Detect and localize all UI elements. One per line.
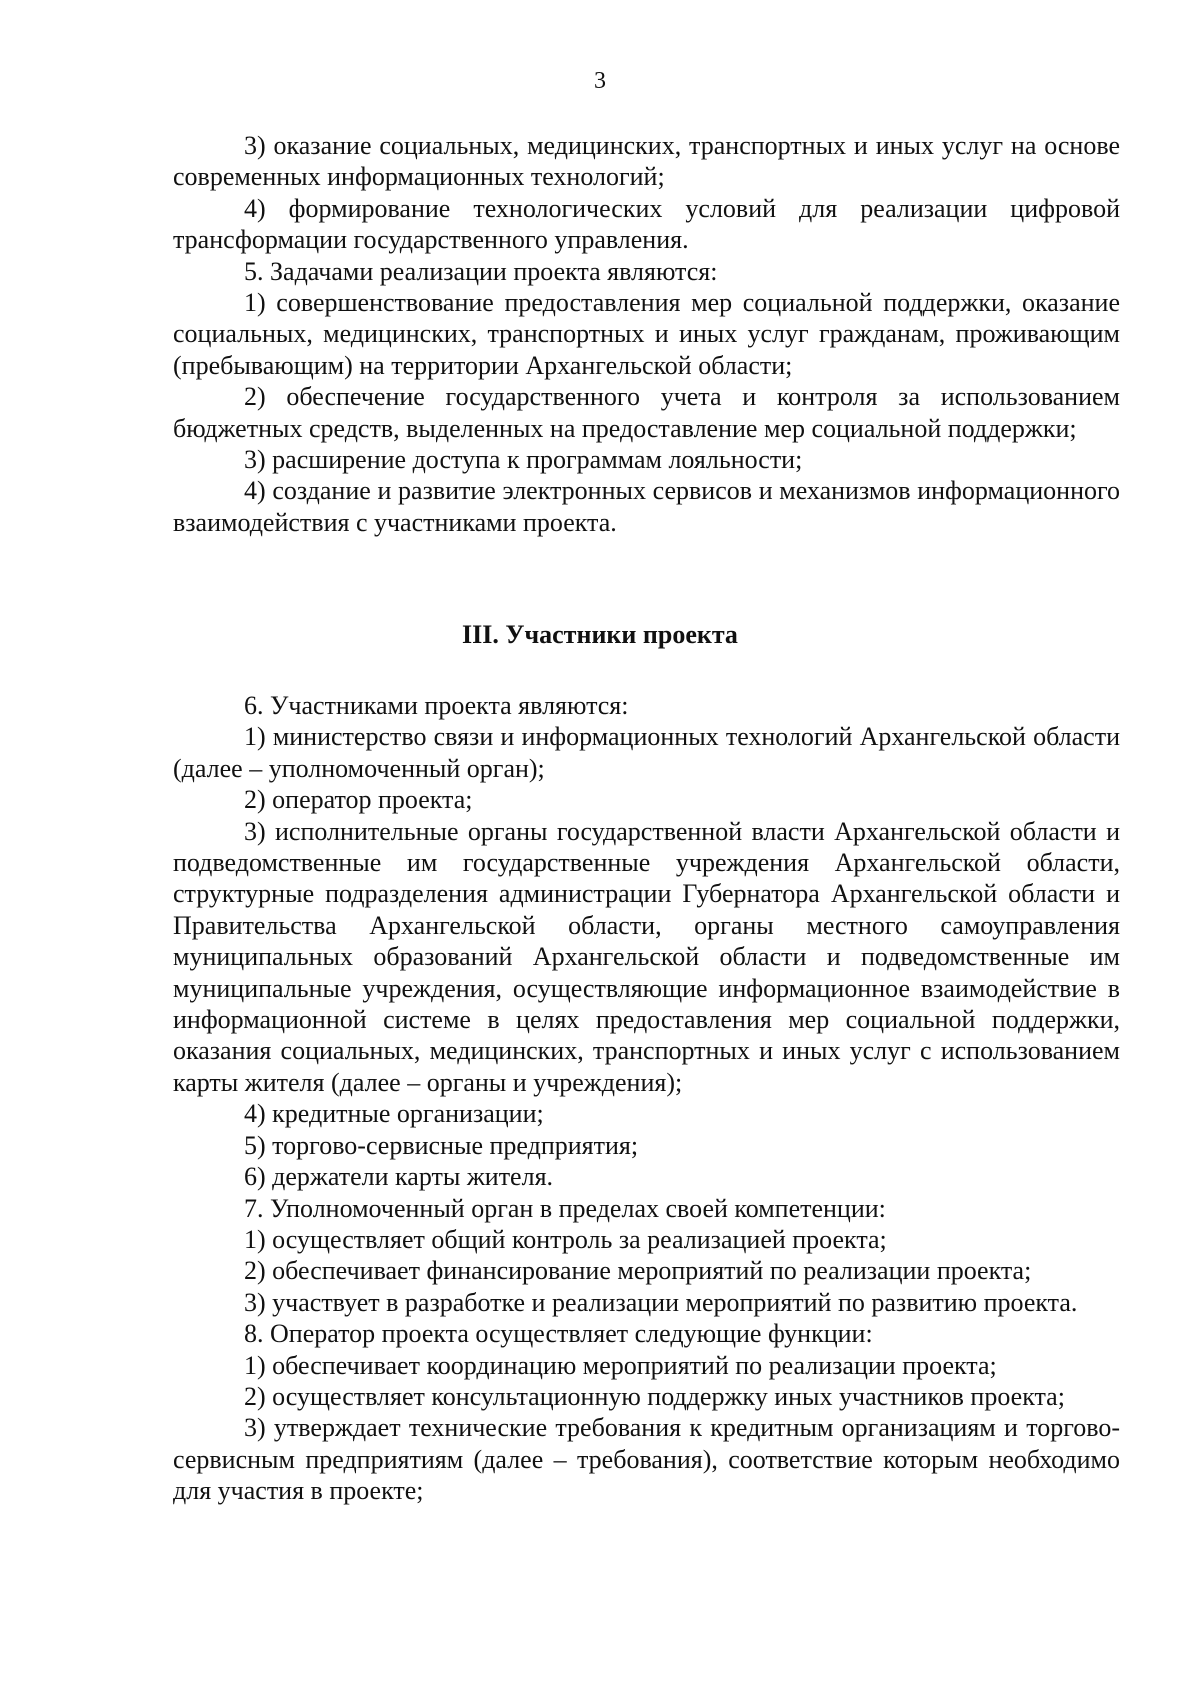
paragraph: 4) кредитные организации; [244, 1099, 544, 1129]
paragraph: 8. Оператор проекта осуществляет следующие функции: [244, 1319, 873, 1349]
paragraph: 6. Участниками проекта являются: [244, 691, 629, 720]
paragraph: 2) оператор проекта; [244, 785, 473, 815]
paragraph: 6) держатели карты жителя. [244, 1162, 554, 1192]
paragraph: 1) совершенствование предоставления мер социальной поддержки, оказание социальных, медицинских, транспортных и иных услуг гражданам, проживающим (пребывающим) на территории Архангельской области; [173, 288, 1120, 380]
section-heading: III. Участники проекта [462, 620, 738, 649]
paragraph: 3) исполнительные органы государственной власти Архангельской области и подведомственные им государственные учреждения Архангельской области, структурные подразделения администрации Губернатора Архангельской области и Правительства Архангельской области, органы местного самоуправления муниципальных образований Архангельской области и подведомственные им муниципальные учреждения, осуществляющие информационное взаимодействие в информационной системе в целях предоставления мер социальной поддержки, оказания социальных, медицинских, транспортных и иных услуг с использованием карты жителя (далее – органы и учреждения); [173, 816, 1120, 1097]
paragraph: 3) оказание социальных, медицинских, транспортных и иных услуг на основе современных информационных технологий; [173, 131, 1120, 192]
paragraph: 2) осуществляет консультационную поддержку иных участников проекта; [244, 1381, 1065, 1411]
paragraph: 3) участвует в разработке и реализации мероприятий по развитию проекта. [244, 1287, 1078, 1317]
page-number: 3 [594, 68, 606, 94]
paragraph: 1) министерство связи и информационных технологий Архангельской области (далее – уполномоченный орган); [173, 722, 1120, 783]
paragraph: 1) обеспечивает координацию мероприятий по реализации проекта; [244, 1350, 997, 1380]
paragraph: 2) обеспечивает финансирование мероприятий по реализации проекта; [244, 1256, 1032, 1286]
paragraph: 3) расширение доступа к программам лояльности; [244, 445, 803, 475]
objectives-and-tasks-section [173, 130, 1120, 538]
paragraph: 3) утверждает технические требования к кредитным организациям и торгово-сервисным предприятиям (далее – требования), соответствие которым необходимо для участия в проекте; [173, 1413, 1120, 1506]
paragraph: 4) формирование технологических условий для реализации цифровой трансформации государственного управления. [173, 193, 1120, 255]
participants-section [173, 690, 1120, 1507]
paragraph: 4) создание и развитие электронных сервисов и механизмов информационного взаимодействия с участниками проекта. [173, 476, 1120, 537]
paragraph: 7. Уполномоченный орган в пределах своей компетенции: [244, 1193, 886, 1223]
paragraph: 2) обеспечение государственного учета и контроля за использованием бюджетных средств, выделенных на предоставление мер социальной поддержки; [173, 382, 1120, 443]
paragraph: 5) торгово-сервисные предприятия; [244, 1130, 639, 1160]
paragraph: 1) осуществляет общий контроль за реализацией проекта; [244, 1224, 887, 1254]
paragraph: 5. Задачами реализации проекта являются: [244, 256, 718, 286]
